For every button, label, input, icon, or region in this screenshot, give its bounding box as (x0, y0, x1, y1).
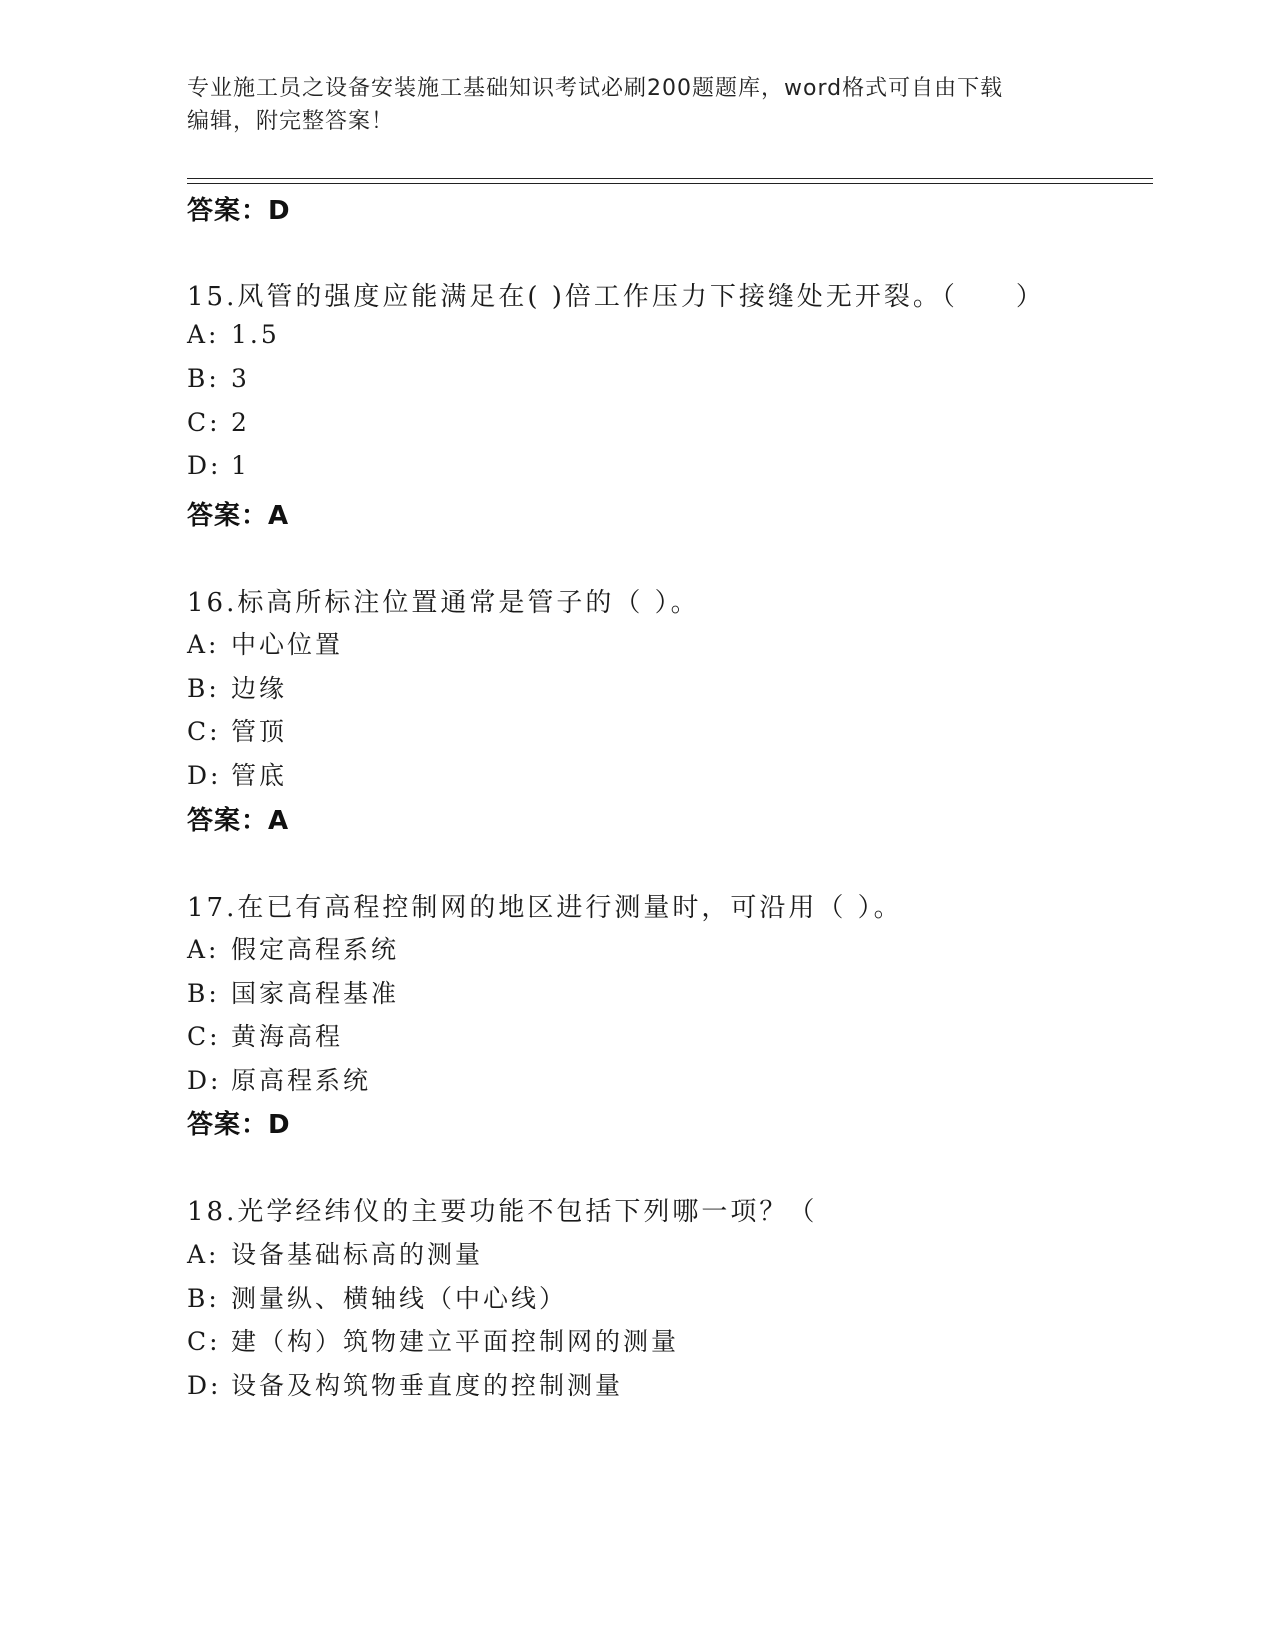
option-text: 3 (231, 364, 250, 393)
option-letter: C: (187, 1022, 221, 1051)
question-18: 18.光学经纬仪的主要功能不包括下列哪一项？（ (187, 1197, 818, 1227)
option-text: 边缘 (231, 674, 288, 703)
option-text: 设备及构筑物垂直度的控制测量 (231, 1371, 624, 1400)
option-text: 2 (231, 408, 250, 437)
answer-16: 答案：A (187, 806, 290, 836)
option-letter: A: (187, 320, 220, 349)
option-15-c (187, 408, 250, 437)
page-header (187, 72, 1067, 138)
option-18-d (187, 1366, 623, 1402)
answer-17: 答案：D (187, 1110, 291, 1140)
option-18-a (187, 1235, 483, 1271)
option-text: 管顶 (231, 717, 288, 746)
answer-15: 答案：A (187, 501, 290, 531)
option-letter: A: (187, 1240, 220, 1269)
header-divider-top (187, 178, 1153, 179)
option-18-b (187, 1279, 567, 1315)
option-letter: B: (187, 364, 220, 393)
option-text: 测量纵、横轴线（中心线） (231, 1284, 568, 1313)
option-letter: B: (187, 979, 220, 1008)
question-16: 16.标高所标注位置通常是管子的（ ）。 (187, 588, 700, 618)
option-text: 管底 (231, 761, 288, 790)
option-text: 中心位置 (231, 630, 344, 659)
option-17-d (187, 1061, 371, 1097)
question-15: 15.风管的强度应能满足在( )倍工作压力下接缝处无开裂。（ ） (187, 282, 1045, 312)
option-text: 建（构）筑物建立平面控制网的测量 (231, 1327, 680, 1356)
option-text: 1.5 (231, 320, 280, 349)
option-text: 假定高程系统 (231, 935, 400, 964)
option-letter: D: (187, 451, 222, 480)
header-divider-bottom (187, 183, 1153, 184)
option-16-b (187, 669, 287, 705)
option-letter: D: (187, 761, 222, 790)
option-text: 1 (231, 451, 250, 480)
option-text: 原高程系统 (231, 1066, 372, 1095)
header-line-2: 编辑，附完整答案！ (187, 109, 395, 134)
option-letter: B: (187, 1284, 220, 1313)
option-text: 黄海高程 (231, 1022, 344, 1051)
option-17-c (187, 1017, 343, 1053)
option-15-b (187, 364, 250, 393)
option-letter: C: (187, 1327, 221, 1356)
option-17-a (187, 930, 399, 966)
option-letter: C: (187, 408, 221, 437)
option-16-d (187, 756, 287, 792)
option-text: 设备基础标高的测量 (231, 1240, 484, 1269)
option-15-a (187, 320, 280, 349)
option-letter: D: (187, 1066, 222, 1095)
option-17-b (187, 974, 399, 1010)
option-letter: D: (187, 1371, 222, 1400)
option-16-a (187, 625, 343, 661)
option-letter: A: (187, 630, 220, 659)
option-text: 国家高程基准 (231, 979, 400, 1008)
option-letter: A: (187, 935, 220, 964)
option-letter: C: (187, 717, 221, 746)
answer-prev: 答案：D (187, 196, 291, 226)
option-15-d (187, 451, 250, 480)
option-18-c (187, 1322, 679, 1358)
option-letter: B: (187, 674, 220, 703)
question-17: 17.在已有高程控制网的地区进行测量时，可沿用（ ）。 (187, 893, 903, 923)
header-line-1: 专业施工员之设备安装施工基础知识考试必刷200题题库，word格式可自由下载 (187, 76, 1004, 101)
option-16-c (187, 712, 287, 748)
